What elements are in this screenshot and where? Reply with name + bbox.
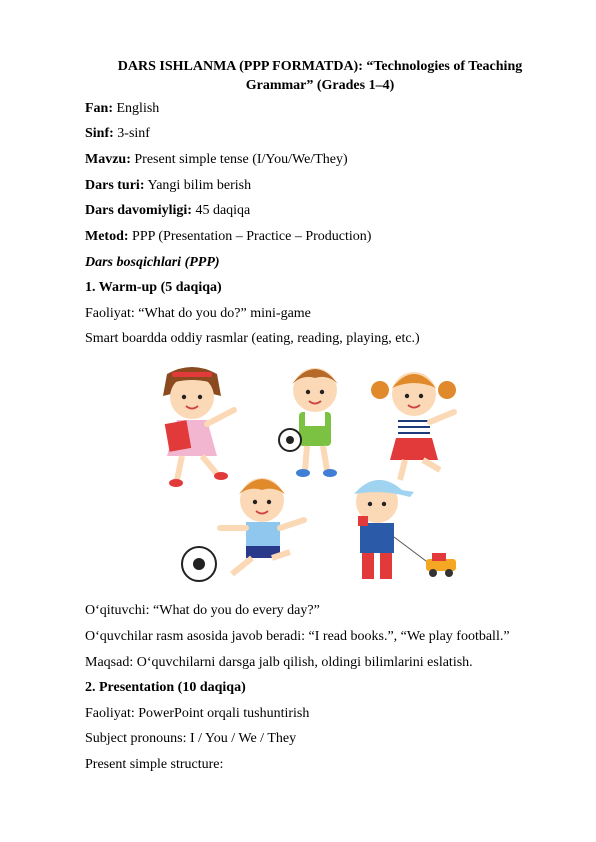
mavzu-line — [85, 151, 348, 168]
section2-heading: 2. Presentation (10 daqiqa) — [85, 680, 246, 695]
metod-label: Metod: — [85, 229, 129, 244]
stages-heading: Dars bosqichlari (PPP) — [85, 255, 220, 270]
fan-label: Fan: — [85, 101, 113, 116]
metod-line — [85, 228, 371, 245]
section1-activity: Faoliyat: “What do you do?” mini-game — [85, 306, 311, 321]
document-title: DARS ISHLANMA (PPP FORMATDA): “Technologies of Teaching Grammar” (Grades 1–4) — [117, 59, 523, 93]
section1-teacher: O‘qituvchi: “What do you do every day?” — [85, 603, 320, 618]
boy-with-ball-figure — [279, 368, 338, 477]
section1-students: O‘quvchilar rasm asosida javob beradi: “I read books.”, “We play football.” — [85, 629, 510, 644]
fan-value: English — [116, 101, 160, 116]
section2-structure: Present simple structure: — [85, 757, 224, 772]
sinf-value: 3-sinf — [117, 126, 150, 141]
section1-board: Smart boardda oddiy rasmlar (eating, reading, playing, etc.) — [85, 331, 420, 346]
dars-turi-label: Dars turi: — [85, 178, 145, 193]
mavzu-label: Mavzu: — [85, 152, 131, 167]
boy-with-toy-car-figure — [354, 480, 456, 579]
dars-turi-value: Yangi bilim berish — [147, 178, 252, 193]
fan-line — [85, 100, 159, 117]
metod-value: PPP (Presentation – Practice – Production) — [132, 229, 372, 244]
section1-goal: Maqsad: O‘quvchilarni darsga jalb qilish, oldingi bilimlarini eslatish. — [85, 655, 473, 670]
davomiylik-value: 45 daqiqa — [195, 203, 251, 218]
davomiylik-line — [85, 202, 250, 219]
section2-pronouns: Subject pronouns: I / You / We / They — [85, 731, 297, 746]
davomiylik-label: Dars davomiyligi: — [85, 203, 192, 218]
mavzu-value: Present simple tense (I/You/We/They) — [134, 152, 348, 167]
dars-turi-line — [85, 177, 251, 194]
sinf-line — [85, 125, 150, 142]
girl-with-pigtails-figure — [371, 372, 456, 480]
section1-heading: 1. Warm-up (5 daqiqa) — [85, 280, 222, 295]
boy-kicking-ball-figure — [182, 478, 304, 581]
girl-with-book-figure — [163, 367, 234, 487]
sinf-label: Sinf: — [85, 126, 114, 141]
children-illustration — [122, 352, 522, 592]
section2-activity: Faoliyat: PowerPoint orqali tushuntirish — [85, 706, 310, 721]
